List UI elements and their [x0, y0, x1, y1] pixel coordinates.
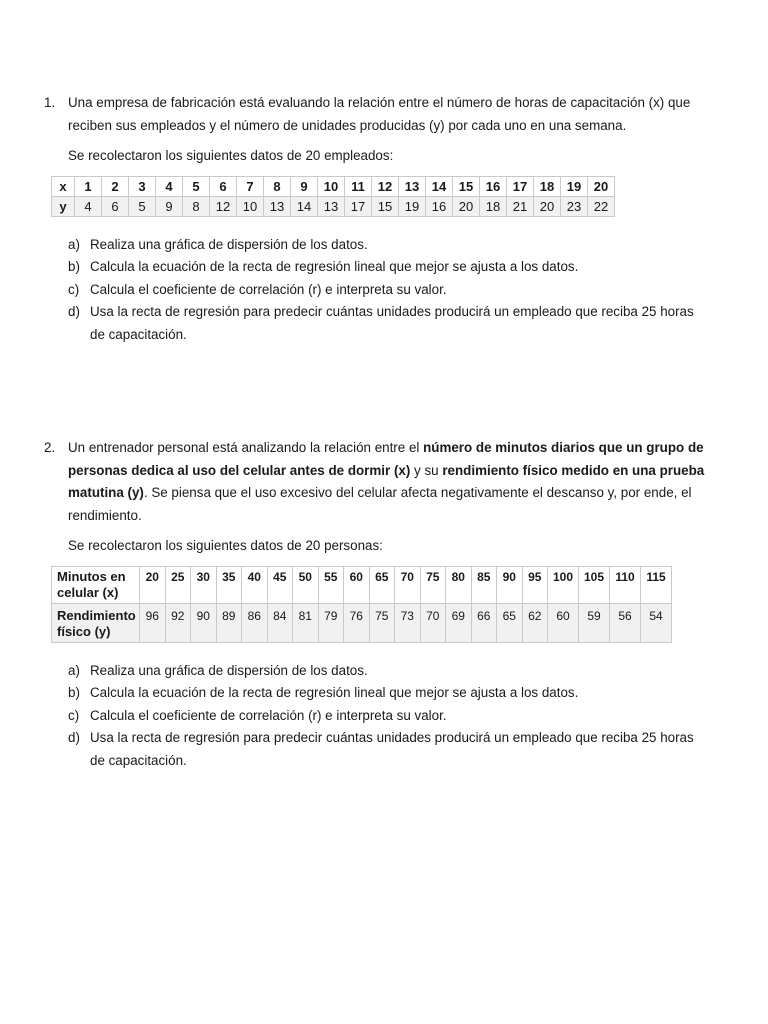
- table-cell: 7: [237, 176, 264, 196]
- task-item: [68, 279, 708, 302]
- table-cell: 30: [191, 566, 217, 603]
- problem-1: [44, 92, 714, 346]
- table-cell: 25: [165, 566, 191, 603]
- table-cell: 1: [75, 176, 102, 196]
- data-intro: Se recolectaron los siguientes datos de 20 personas:: [68, 538, 383, 553]
- statement-text: . Se piensa que el uso excesivo del celular afecta negativamente el descanso y, por ende, el rendimiento.: [68, 485, 692, 523]
- table-cell: 14: [426, 176, 453, 196]
- table-cell: 15: [372, 196, 399, 216]
- task-item: [68, 301, 708, 346]
- table-cell: 9: [156, 196, 183, 216]
- table-cell: 19: [399, 196, 426, 216]
- table-cell: 20: [453, 196, 480, 216]
- task-letter: d): [68, 304, 80, 319]
- task-item: [68, 705, 708, 728]
- table-cell: 60: [344, 566, 370, 603]
- table-cell: 84: [267, 603, 293, 642]
- table-cell: 65: [369, 566, 395, 603]
- table-cell: 45: [267, 566, 293, 603]
- task-text: Realiza una gráfica de dispersión de los datos.: [90, 662, 368, 678]
- task-item: [68, 234, 708, 257]
- table-cell: 95: [522, 566, 548, 603]
- table-cell: 50: [293, 566, 319, 603]
- table-cell: 19: [561, 176, 588, 196]
- task-item: [68, 660, 708, 683]
- table-cell: 96: [140, 603, 166, 642]
- table-cell: 81: [293, 603, 319, 642]
- task-text: Calcula el coeficiente de correlación (r) e interpreta su valor.: [90, 707, 447, 723]
- table-cell: 9: [291, 176, 318, 196]
- table-cell: 8: [264, 176, 291, 196]
- table-cell: 10: [237, 196, 264, 216]
- table-cell: 18: [534, 176, 561, 196]
- table-cell: 15: [453, 176, 480, 196]
- table-row-y: [52, 196, 615, 216]
- table-cell: 20: [140, 566, 166, 603]
- table-cell: 92: [165, 603, 191, 642]
- table-cell: 75: [369, 603, 395, 642]
- data-table: [51, 176, 615, 217]
- table-cell: 79: [318, 603, 344, 642]
- table-cell: 5: [183, 176, 210, 196]
- task-letter: c): [68, 707, 80, 723]
- task-item: [68, 727, 708, 772]
- table-cell: 66: [471, 603, 497, 642]
- table-cell: 14: [291, 196, 318, 216]
- table-cell: 90: [497, 566, 523, 603]
- task-text: Calcula la ecuación de la recta de regresión lineal que mejor se ajusta a los datos.: [90, 685, 579, 700]
- table-cell: 35: [216, 566, 242, 603]
- table-cell: 86: [242, 603, 268, 642]
- row-label: Rendimiento físico (y): [52, 603, 140, 642]
- table-cell: 5: [129, 196, 156, 216]
- table-cell: 16: [426, 196, 453, 216]
- statement-text: y su: [410, 462, 443, 478]
- table-cell: 20: [534, 196, 561, 216]
- task-letter: d): [68, 730, 80, 745]
- table-row-x: [52, 176, 615, 196]
- table-row-y: [52, 603, 672, 642]
- table-cell: 55: [318, 566, 344, 603]
- statement-text: Un entrenador personal está analizando la relación entre el: [68, 440, 424, 455]
- table-cell: 115: [641, 566, 672, 603]
- table-cell: 12: [210, 196, 237, 216]
- task-list: [68, 234, 708, 347]
- table-cell: 80: [446, 566, 472, 603]
- table-cell: 4: [75, 196, 102, 216]
- table-cell: 69: [446, 603, 472, 642]
- task-letter: b): [68, 685, 80, 700]
- table-cell: 90: [191, 603, 217, 642]
- table-cell: 11: [345, 176, 372, 196]
- table-cell: 100: [548, 566, 579, 603]
- table-cell: 2: [102, 176, 129, 196]
- table-cell: 8: [183, 196, 210, 216]
- table-cell: 89: [216, 603, 242, 642]
- task-letter: b): [68, 259, 80, 274]
- table-row-x: [52, 566, 672, 603]
- table-cell: 40: [242, 566, 268, 603]
- task-item: [68, 682, 708, 705]
- table-cell: 60: [548, 603, 579, 642]
- problem-statement: [68, 437, 712, 527]
- data-intro: Se recolectaron los siguientes datos de 20 empleados:: [68, 148, 394, 163]
- table-cell: 62: [522, 603, 548, 642]
- table-cell: 75: [420, 566, 446, 603]
- table-cell: 16: [480, 176, 507, 196]
- table-cell: 17: [507, 176, 534, 196]
- table-cell: 10: [318, 176, 345, 196]
- task-text: Realiza una gráfica de dispersión de los datos.: [90, 236, 368, 252]
- table-cell: 65: [497, 603, 523, 642]
- data-table: [51, 566, 672, 643]
- task-letter: a): [68, 236, 80, 252]
- task-text: Usa la recta de regresión para predecir cuántas unidades producirá un empleado que reciba 25 horas de capacitación.: [90, 730, 694, 768]
- table-cell: 110: [610, 566, 641, 603]
- row-label: Minutos en celular (x): [52, 566, 140, 603]
- table-cell: 4: [156, 176, 183, 196]
- table-cell: 13: [318, 196, 345, 216]
- statement-bold-x: número de minutos diarios que un grupo de personas dedica al uso del celular antes de dormir (x): [68, 440, 704, 478]
- table-cell: 6: [102, 196, 129, 216]
- table-cell: 76: [344, 603, 370, 642]
- task-text: Usa la recta de regresión para predecir cuántas unidades producirá un empleado que reciba 25 horas de capacitación.: [90, 304, 694, 342]
- table-cell: 17: [345, 196, 372, 216]
- problem-statement: Una empresa de fabricación está evaluando la relación entre el número de horas de capacitación (x) que reciben sus empleados y el número de unidades producidas (y) por cada uno en una semana.: [68, 95, 691, 133]
- table-cell: 6: [210, 176, 237, 196]
- problem-2: [44, 437, 714, 772]
- task-text: Calcula el coeficiente de correlación (r) e interpreta su valor.: [90, 281, 447, 297]
- table-cell: 3: [129, 176, 156, 196]
- table-cell: 13: [264, 196, 291, 216]
- statement-bold-y: rendimiento físico medido en una prueba matutina (y): [68, 462, 705, 500]
- task-letter: c): [68, 281, 80, 297]
- table-cell: 85: [471, 566, 497, 603]
- table-cell: 54: [641, 603, 672, 642]
- table-cell: 20: [588, 176, 615, 196]
- task-item: [68, 256, 708, 279]
- task-letter: a): [68, 662, 80, 678]
- table-cell: 23: [561, 196, 588, 216]
- table-cell: 70: [420, 603, 446, 642]
- table-cell: 105: [579, 566, 610, 603]
- table-cell: 21: [507, 196, 534, 216]
- problem-number: 2.: [44, 440, 56, 455]
- table-cell: 22: [588, 196, 615, 216]
- task-text: Calcula la ecuación de la recta de regresión lineal que mejor se ajusta a los datos.: [90, 259, 579, 274]
- row-label: x: [52, 176, 75, 196]
- problem-number: 1.: [44, 95, 56, 110]
- table-cell: 59: [579, 603, 610, 642]
- table-cell: 70: [395, 566, 421, 603]
- task-list: [68, 660, 708, 773]
- table-cell: 13: [399, 176, 426, 196]
- table-cell: 56: [610, 603, 641, 642]
- table-cell: 18: [480, 196, 507, 216]
- table-cell: 12: [372, 176, 399, 196]
- row-label: y: [52, 196, 75, 216]
- table-cell: 73: [395, 603, 421, 642]
